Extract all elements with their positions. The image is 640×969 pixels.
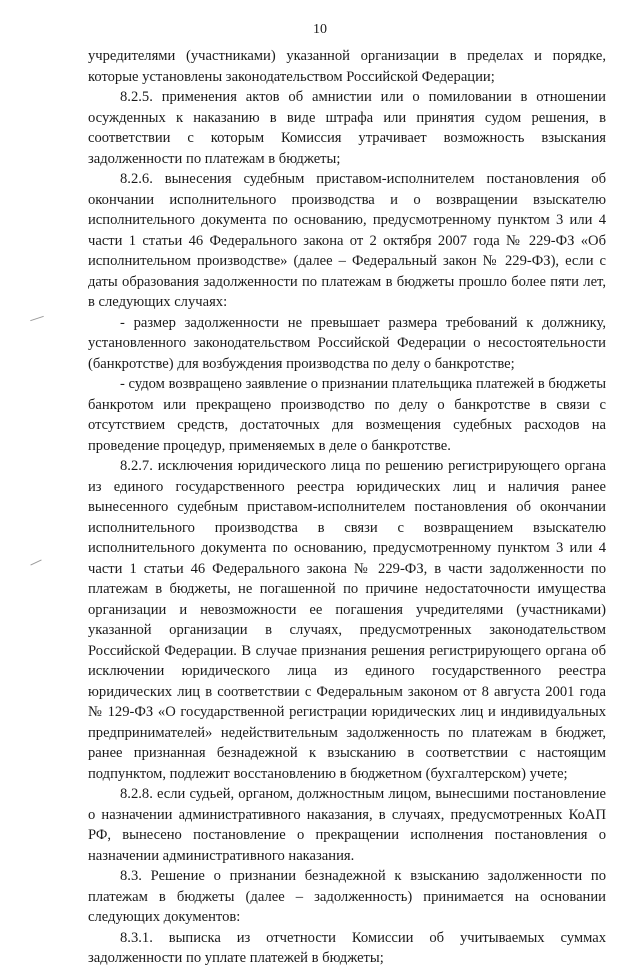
- paragraph-continuation: учредителями (участниками) указанной организации в пределах и порядке, которые установлены законодательством Российской Федерации;: [88, 48, 606, 85]
- paragraph-8-2-8: 8.2.8. если судьей, органом, должностным лицом, вынесшими постановление о назначении административного наказания, в случаях, предусмотренных КоАП РФ, вынесено постановление о прекращении исполнения постановления о назначении административного наказания.: [88, 786, 606, 864]
- scan-mark-2: [30, 560, 41, 566]
- paragraph-8-2-6: 8.2.6. вынесения судебным приставом-исполнителем постановления об окончании исполнительного производства и о возвращении взыскателю исполнительного документа по основанию, предусмотренному пунктом 3 или 4 части 1 статьи 46 Федерального закона от 2 октября 2007 года № 229-ФЗ «Об исполнительном производстве» (далее – Федеральный закон № 229-ФЗ), если с даты образования задолженности по платежам в бюджеты прошло более пяти лет, в следующих случаях:: [88, 171, 606, 310]
- bullet-item-1: - размер задолженности не превышает размера требований к должнику, установленного законодательством Российской Федерации о несостоятельности (банкротстве) для возбуждения производства по делу о банкротстве;: [88, 314, 606, 372]
- document-body: [88, 46, 606, 969]
- paragraph-8-3-1: 8.3.1. выписка из отчетности Комиссии об учитываемых суммах задолженности по уплате платежей в бюджеты;: [88, 929, 606, 966]
- paragraph-8-2-5: 8.2.5. применения актов об амнистии или о помиловании в отношении осужденных к наказанию в виде штрафа или принятия судом решения, в соответствии с которым Комиссия утрачивает возможность взыскания задолженности по платежам в бюджеты;: [88, 89, 606, 167]
- page-number: 10: [313, 22, 327, 37]
- paragraph-8-3: 8.3. Решение о признании безнадежной к взысканию задолженности по платежам в бюджеты (далее – задолженность) принимается на основании следующих документов:: [88, 868, 606, 925]
- scan-mark-1: [30, 316, 44, 321]
- bullet-item-2: - судом возвращено заявление о признании плательщика платежей в бюджеты банкротом или прекращено производство по делу о банкротстве в связи с отсутствием средств, достаточных для возмещения судебных расходов на проведение процедур, применяемых в деле о банкротстве.: [88, 376, 606, 454]
- paragraph-8-2-7: 8.2.7. исключения юридического лица по решению регистрирующего органа из единого государственного реестра юридических лиц и наличия ранее вынесенного судебным приставом-исполнителем постановления об окончании исполнительного производства в связи с возвращением взыскателю исполнительного документа по основанию, предусмотренному пунктом 3 или 4 части 1 статьи 46 Федерального закона № 229-ФЗ, в части задолженности по платежам в бюджеты, не погашенной по причине недостаточности имущества организации и невозможности ее погашения учредителями (участниками) указанной организации в случаях, предусмотренных законодательством Российской Федерации. В случае признания решения регистрирующего органа об исключении юридического лица из единого государственного реестра юридических лиц в соответствии с Федеральным законом от 8 августа 2001 года № 129-ФЗ «О государственной регистрации юридических лиц и индивидуальных предпринимателей» недействительным задолженность по платежам в бюджет, ранее признанная безнадежной к взысканию в соответствии с настоящим подпунктом, подлежит восстановлению в бюджетном (бухгалтерском) учете;: [88, 458, 606, 782]
